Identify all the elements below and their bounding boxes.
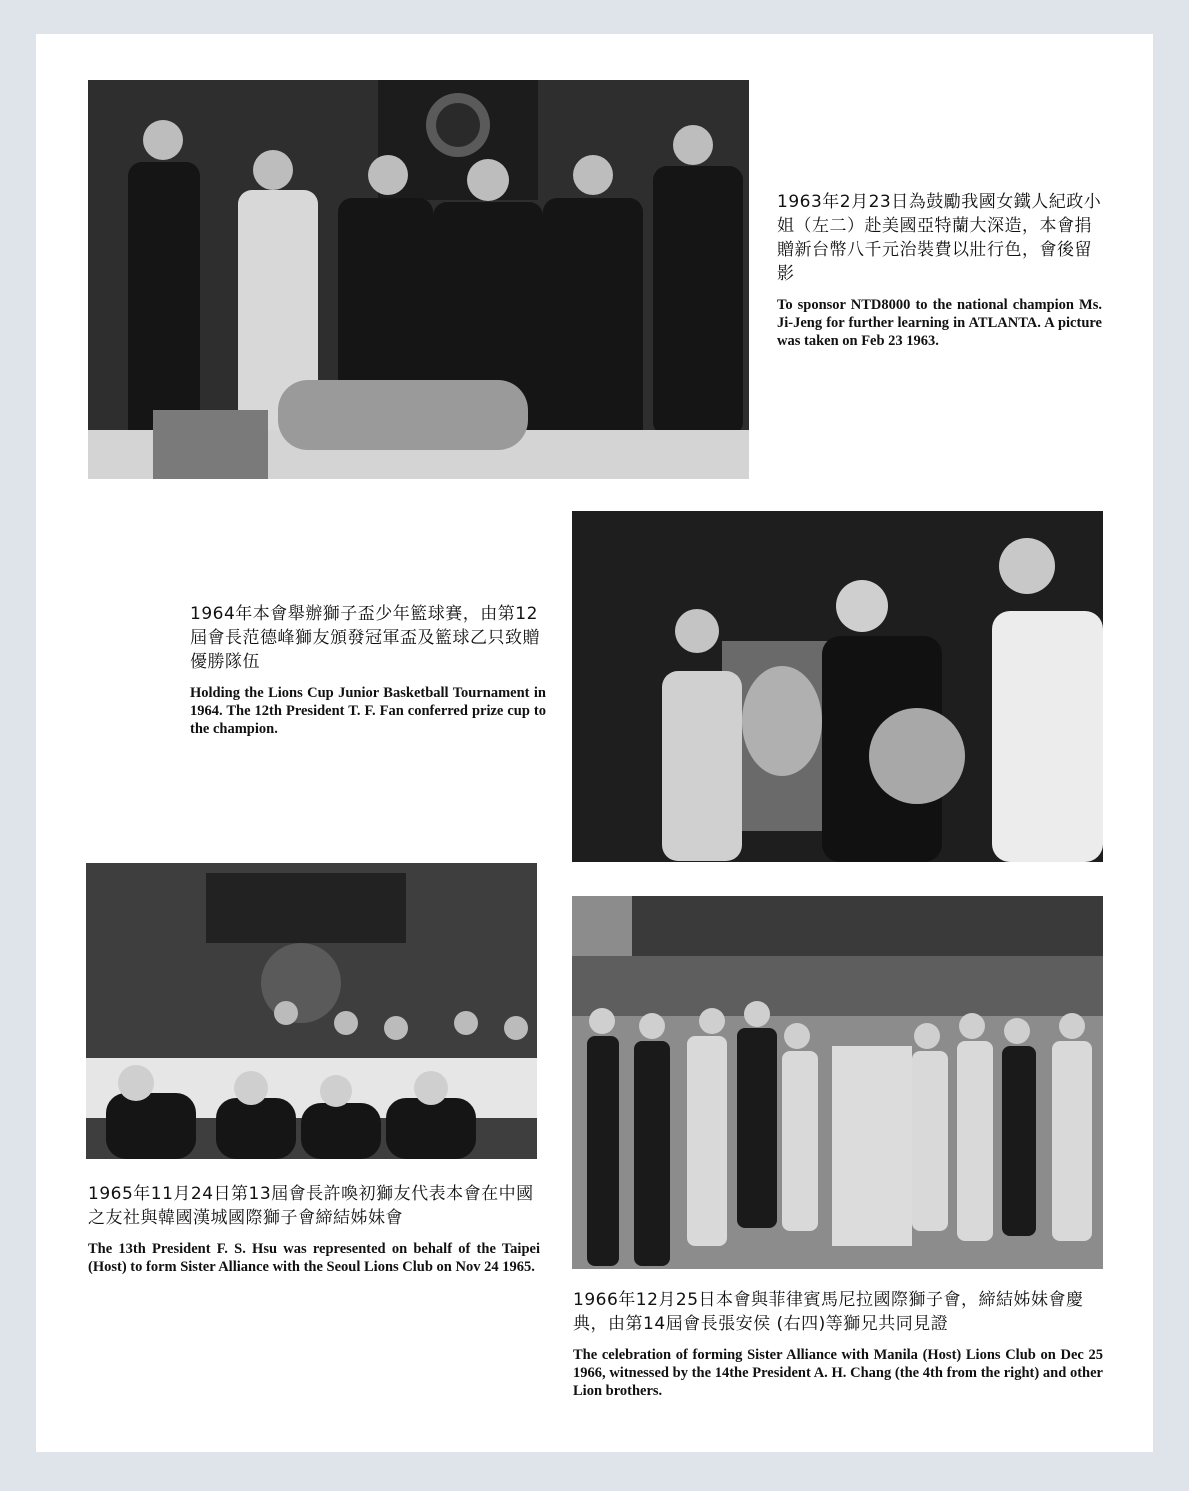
- caption-1963: [777, 190, 1102, 350]
- photo-1966: [572, 896, 1103, 1269]
- document-page: [36, 34, 1153, 1452]
- caption-1965: [88, 1182, 540, 1276]
- photo-1964-image: [572, 511, 1103, 862]
- caption-1966-zh: 1966年12月25日本會與菲律賓馬尼拉國際獅子會，締結姊妹會慶典，由第14屆會長張安侯 (右四)等獅兄共同見證: [573, 1290, 1084, 1334]
- caption-1964-zh: 1964年本會舉辦獅子盃少年籃球賽，由第12屆會長范德峰獅友頒發冠軍盃及籃球乙只致贈優勝隊伍: [190, 604, 540, 672]
- photo-1963: [88, 80, 749, 479]
- photo-1966-image: [572, 896, 1103, 1269]
- photo-1963-image: [88, 80, 749, 479]
- photo-1965-image: [86, 863, 537, 1159]
- caption-1963-zh: 1963年2月23日為鼓勵我國女鐵人紀政小姐（左二）赴美國亞特蘭大深造，本會捐贈新台幣八千元治裝費以壯行色，會後留影: [777, 192, 1102, 284]
- caption-1964-en: Holding the Lions Cup Junior Basketball Tournament in 1964. The 12th President T. F. Fan conferred prize cup to the champion.: [190, 685, 546, 737]
- photo-1965: [86, 863, 537, 1159]
- caption-1965-en: The 13th President F. S. Hsu was represented on behalf of the Taipei (Host) to form Sister Alliance with the Seoul Lions Club on Nov 24 1965.: [88, 1241, 540, 1275]
- caption-1966: [573, 1288, 1103, 1400]
- photo-1964: [572, 511, 1103, 862]
- caption-1964: [190, 602, 546, 738]
- caption-1966-en: The celebration of forming Sister Alliance with Manila (Host) Lions Club on Dec 25 1966, witnessed by the 14the President A. H. Chang (the 4th from the right) and other Lion brothers.: [573, 1347, 1103, 1399]
- caption-1965-zh: 1965年11月24日第13屆會長許喚初獅友代表本會在中國之友社與韓國漢城國際獅子會締結姊妹會: [88, 1184, 534, 1228]
- caption-1963-en: To sponsor NTD8000 to the national champion Ms. Ji-Jeng for further learning in ATLANTA. A picture was taken on Feb 23 1963.: [777, 297, 1102, 349]
